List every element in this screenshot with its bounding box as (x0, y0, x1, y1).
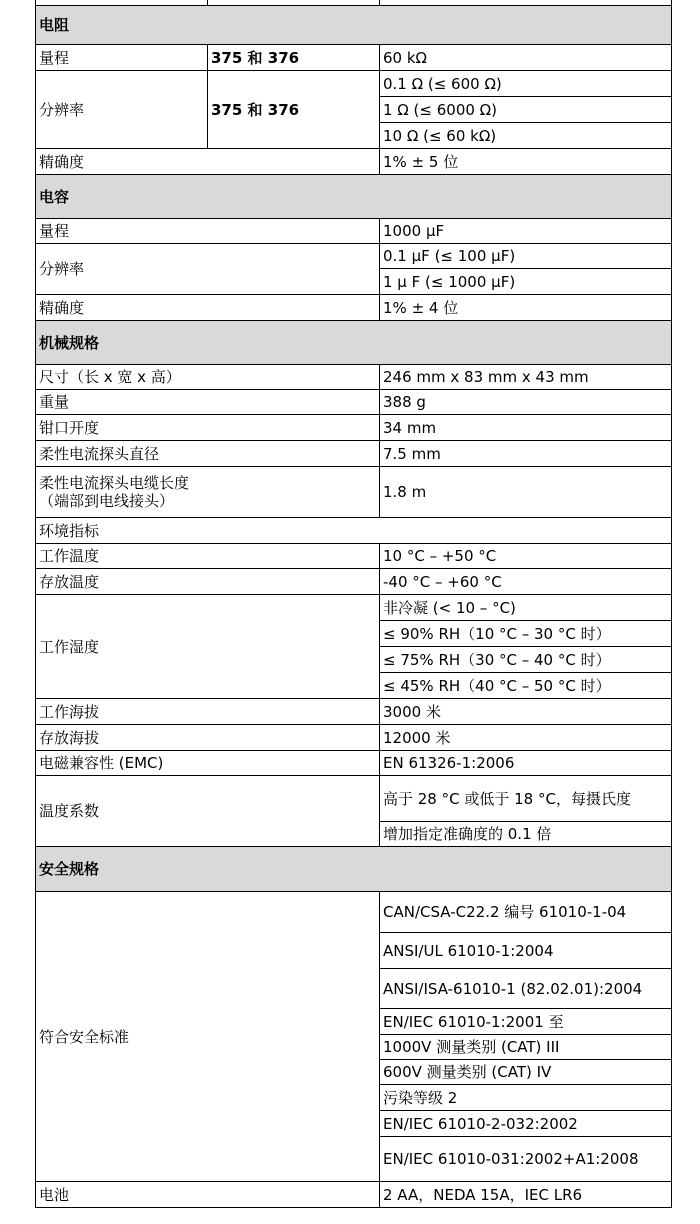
storage-altitude-value: 12000 米 (380, 725, 672, 751)
operating-temp-label: 工作温度 (36, 544, 380, 569)
operating-humidity-value: ≤ 90% RH（10 °C – 30 °C 时） (380, 621, 672, 647)
size-value: 246 mm x 83 mm x 43 mm (380, 365, 672, 390)
weight-value: 388 g (380, 390, 672, 415)
section-header-environment: 环境指标 (36, 518, 672, 544)
resistance-range-model: 375 和 376 (208, 45, 380, 71)
capacitance-resolution-value: 0.1 µF (≤ 100 µF) (380, 244, 672, 269)
capacitance-range-value: 1000 µF (380, 219, 672, 244)
operating-humidity-value: ≤ 75% RH（30 °C – 40 °C 时） (380, 647, 672, 673)
probe-diameter-label: 柔性电流探头直径 (36, 441, 380, 467)
temp-coefficient-label: 温度系数 (36, 776, 380, 847)
storage-altitude-label: 存放海拔 (36, 725, 380, 751)
capacitance-accuracy-label: 精确度 (36, 295, 380, 321)
resistance-accuracy-value: 1% ± 5 位 (380, 149, 672, 175)
section-header-safety: 安全规格 (36, 847, 672, 892)
safety-standard: 600V 测量类别 (CAT) IV (380, 1060, 672, 1085)
section-header-mechanical: 机械规格 (36, 321, 672, 365)
cable-length-value: 1.8 m (380, 467, 672, 518)
operating-humidity-label: 工作湿度 (36, 595, 380, 699)
safety-standard: CAN/CSA-C22.2 编号 61010-1-04 (380, 892, 672, 933)
spec-table (35, 0, 672, 1208)
probe-diameter-value: 7.5 mm (380, 441, 672, 467)
safety-standard: 1000V 测量类别 (CAT) III (380, 1035, 672, 1060)
section-header-resistance: 电阻 (36, 6, 672, 45)
capacitance-range-label: 量程 (36, 219, 380, 244)
operating-altitude-value: 3000 米 (380, 699, 672, 725)
operating-humidity-value: ≤ 45% RH（40 °C – 50 °C 时） (380, 673, 672, 699)
emc-label: 电磁兼容性 (EMC) (36, 751, 380, 776)
temp-coefficient-value: 增加指定准确度的 0.1 倍 (380, 822, 672, 847)
resistance-resolution-label: 分辨率 (36, 71, 208, 149)
emc-value: EN 61326-1:2006 (380, 751, 672, 776)
temp-coefficient-value: 高于 28 °C 或低于 18 °C，每摄氏度 (380, 776, 672, 822)
resistance-resolution-value: 0.1 Ω (≤ 600 Ω) (380, 71, 672, 97)
weight-label: 重量 (36, 390, 380, 415)
operating-temp-value: 10 °C – +50 °C (380, 544, 672, 569)
resistance-resolution-value: 10 Ω (≤ 60 kΩ) (380, 123, 672, 149)
capacitance-resolution-label: 分辨率 (36, 244, 380, 295)
cable-length-label-line: （端部到电线接头） (39, 492, 175, 510)
safety-standard: EN/IEC 61010-2-032:2002 (380, 1111, 672, 1137)
resistance-accuracy-label: 精确度 (36, 149, 380, 175)
operating-altitude-label: 工作海拔 (36, 699, 380, 725)
battery-label: 电池 (36, 1182, 380, 1208)
capacitance-resolution-value: 1 µ F (≤ 1000 µF) (380, 269, 672, 295)
storage-temp-label: 存放温度 (36, 569, 380, 595)
safety-standard: EN/IEC 61010-1:2001 至 (380, 1009, 672, 1035)
cable-length-label (36, 467, 380, 518)
storage-temp-value: -40 °C – +60 °C (380, 569, 672, 595)
jaw-opening-value: 34 mm (380, 415, 672, 441)
jaw-opening-label: 钳口开度 (36, 415, 380, 441)
resistance-resolution-value: 1 Ω (≤ 6000 Ω) (380, 97, 672, 123)
safety-compliance-label: 符合安全标准 (36, 892, 380, 1182)
safety-standard: ANSI/UL 61010-1:2004 (380, 933, 672, 969)
cable-length-label-line: 柔性电流探头电缆长度 (39, 474, 190, 492)
safety-standard: 污染等级 2 (380, 1085, 672, 1111)
section-header-capacitance: 电容 (36, 175, 672, 219)
size-label: 尺寸（长 x 宽 x 高） (36, 365, 380, 390)
resistance-resolution-model: 375 和 376 (208, 71, 380, 149)
capacitance-accuracy-value: 1% ± 4 位 (380, 295, 672, 321)
safety-standard: EN/IEC 61010-031:2002+A1:2008 (380, 1137, 672, 1182)
battery-value: 2 AA，NEDA 15A，IEC LR6 (380, 1182, 672, 1208)
safety-standard: ANSI/ISA-61010-1 (82.02.01):2004 (380, 969, 672, 1009)
operating-humidity-value: 非冷凝 (< 10 – °C) (380, 595, 672, 621)
resistance-range-label: 量程 (36, 45, 208, 71)
resistance-range-value: 60 kΩ (380, 45, 672, 71)
